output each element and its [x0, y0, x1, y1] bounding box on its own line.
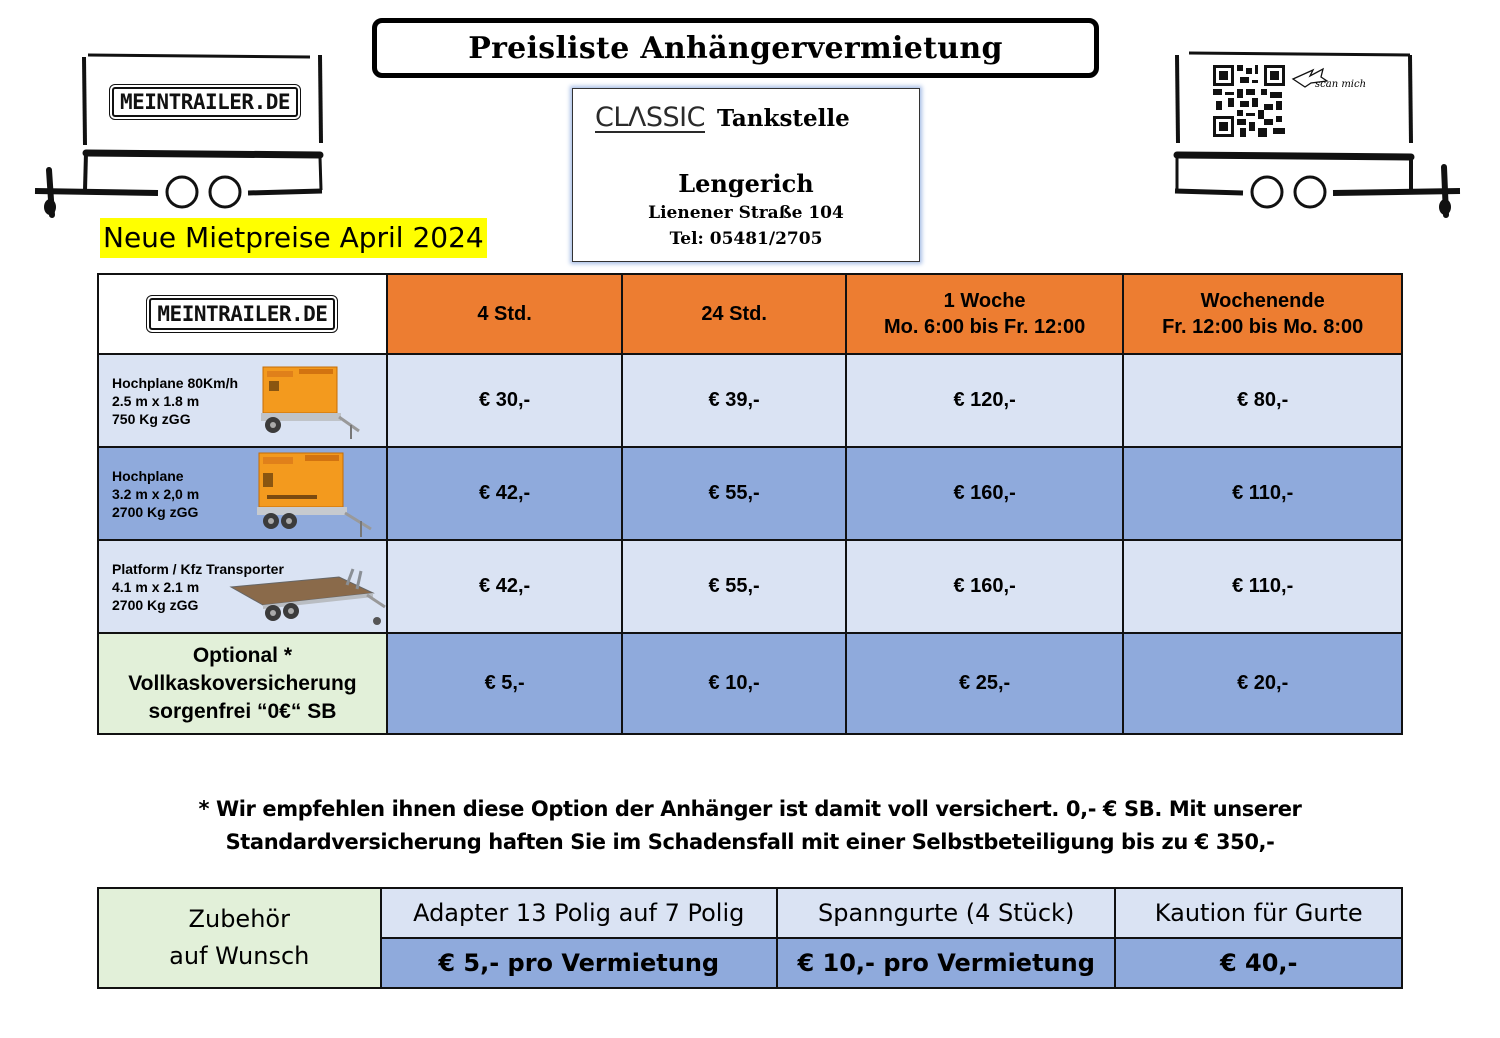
- optional-insurance-row: [98, 633, 1402, 734]
- price-cell: € 80,-: [1123, 354, 1402, 447]
- address-card: [572, 88, 920, 262]
- left-trailer-logo: [30, 45, 330, 220]
- price-cell: € 55,-: [622, 447, 846, 540]
- price-cell: € 42,-: [387, 540, 623, 633]
- classic-logo: CLΛSSIC: [595, 102, 705, 133]
- accessory-name: Spanngurte (4 Stück): [777, 888, 1116, 938]
- price-cell: € 30,-: [387, 354, 623, 447]
- trailer-description: Hochplane 80Km/h 2.5 m x 1.8 m 750 Kg zGG: [98, 354, 387, 447]
- price-cell: € 20,-: [1123, 633, 1402, 734]
- accessories-label: Zubehör auf Wunsch: [98, 888, 381, 988]
- trailer-description: Hochplane 3.2 m x 2,0 m 2700 Kg zGG: [98, 447, 387, 540]
- accessory-price: € 10,- pro Vermietung: [777, 938, 1116, 988]
- price-table: [97, 273, 1403, 735]
- column-header-week: 1 Woche Mo. 6:00 bis Fr. 12:00: [846, 274, 1123, 354]
- qr-code[interactable]: [1213, 65, 1285, 137]
- accessory-price: € 40,-: [1115, 938, 1402, 988]
- address-phone[interactable]: Tel: 05481/2705: [669, 229, 823, 249]
- new-prices-banner: Neue Mietpreise April 2024: [100, 218, 487, 258]
- address-city: Lengerich: [678, 169, 814, 198]
- right-trailer-qr: [1165, 45, 1465, 220]
- price-cell: € 110,-: [1123, 447, 1402, 540]
- table-row: [98, 354, 1402, 447]
- accessories-table: [97, 887, 1403, 989]
- accessory-name: Adapter 13 Polig auf 7 Polig: [381, 888, 777, 938]
- accessory-name: Kaution für Gurte: [1115, 888, 1402, 938]
- scan-hint: scan mich: [1315, 79, 1367, 90]
- column-header-weekend: Wochenende Fr. 12:00 bis Mo. 8:00: [1123, 274, 1402, 354]
- station-brand: [595, 102, 850, 133]
- trailer-description: Platform / Kfz Transporter 4.1 m x 2.1 m 2700 Kg zGG: [98, 540, 387, 633]
- price-cell: € 42,-: [387, 447, 623, 540]
- price-cell: € 160,-: [846, 540, 1123, 633]
- insurance-footnote: * Wir empfehlen ihnen diese Option der Anhänger ist damit voll versichert. 0,- € SB. Mit unserer Standardversicherung haften Sie im Schadensfall mit einer Selbstbeteiligung bis zu € 350,-: [198, 797, 1302, 854]
- accessory-price: € 5,- pro Vermietung: [381, 938, 777, 988]
- price-cell: € 160,-: [846, 447, 1123, 540]
- station-type: Tankstelle: [716, 105, 850, 132]
- price-cell: € 5,-: [387, 633, 623, 734]
- price-table-header: [98, 274, 1402, 354]
- price-cell: € 55,-: [622, 540, 846, 633]
- price-cell: € 25,-: [846, 633, 1123, 734]
- brand-logo: MEINTRAILER.DE: [149, 298, 335, 330]
- optional-insurance-label: Optional * Vollkaskoversicherung sorgenfrei “0€“ SB: [98, 633, 387, 734]
- price-cell: € 110,-: [1123, 540, 1402, 633]
- table-row: [98, 447, 1402, 540]
- table-logo-cell: [98, 274, 387, 354]
- price-cell: € 10,-: [622, 633, 846, 734]
- column-header-4h: 4 Std.: [387, 274, 623, 354]
- qr-code-icon: [1213, 65, 1285, 137]
- column-header-24h: 24 Std.: [622, 274, 846, 354]
- page-title: Preisliste Anhängervermietung: [372, 18, 1099, 78]
- address-street: Lienener Straße 104: [648, 203, 844, 223]
- brand-logo: MEINTRAILER.DE: [112, 87, 298, 117]
- table-row: [98, 540, 1402, 633]
- trailer-outline-icon: [30, 45, 330, 220]
- price-cell: € 120,-: [846, 354, 1123, 447]
- price-cell: € 39,-: [622, 354, 846, 447]
